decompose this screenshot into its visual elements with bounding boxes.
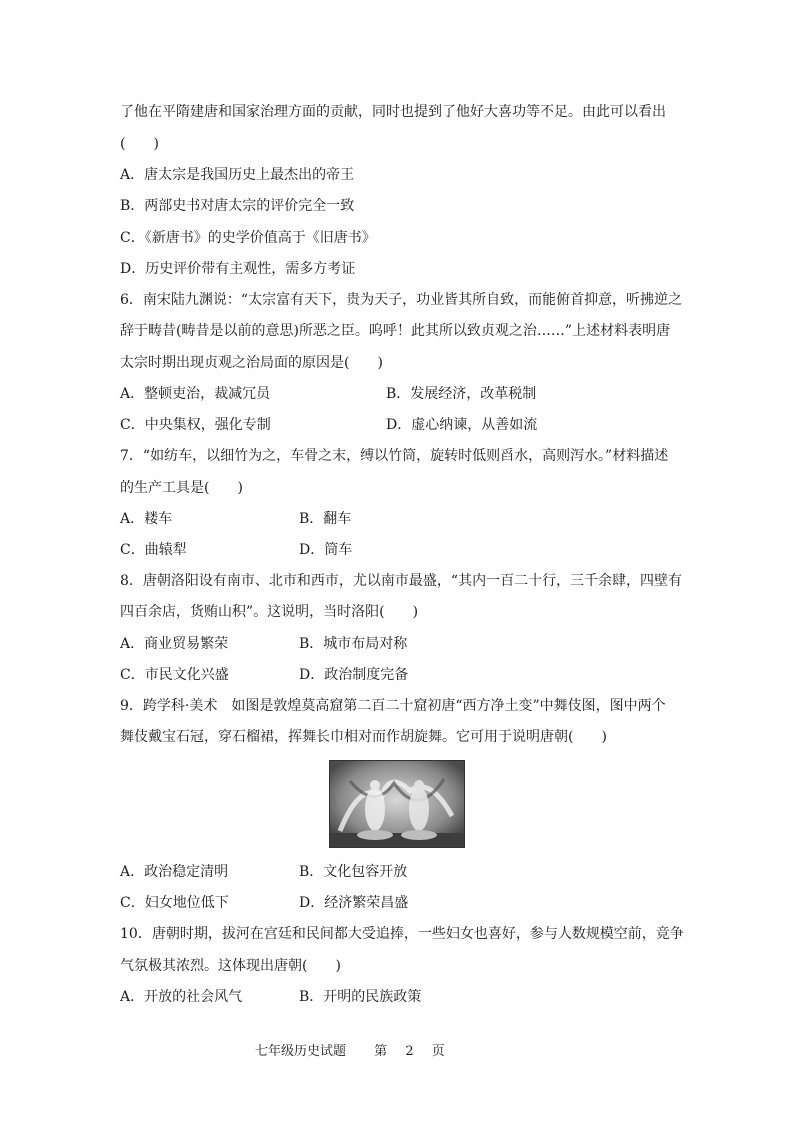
q7-option-a: A．耧车 [120,511,173,527]
q9-option-a: A．政治稳定清明 [120,864,229,880]
footer-ye: 页 [431,1044,445,1059]
page-footer [255,1040,445,1059]
q10-stem-line-1: 10．唐朝时期，拔河在宫廷和民间都大受追捧，一些妇女也喜好，参与人数规模空前，竞争 [120,926,684,942]
q10-option-b: B．开明的民族政策 [299,989,422,1005]
q7-stem-line-2: 的生产工具是( ) [120,480,243,496]
q9-stem-line-1: 9．跨学科·美术 如图是敦煌莫高窟第二百二十窟初唐“西方净土变”中舞伎图，图中两个 [120,698,666,714]
q7-stem-line-1: 7．“如纺车，以细竹为之，车骨之末，缚以竹筒，旋转时低则舀水，高则泻水。”材料描述 [120,448,669,464]
q9-option-b: B．文化包容开放 [299,864,408,880]
footer-di: 第 [374,1044,388,1059]
footer-subject: 七年级历史试题 [255,1044,347,1059]
q8-option-c: C．市民文化兴盛 [120,667,229,683]
footer-page-number: 2 [405,1044,414,1059]
q8-option-a: A．商业贸易繁荣 [120,636,229,652]
q10-option-a: A．开放的社会风气 [120,989,243,1005]
q8-stem-line-2: 四百余店，货贿山积”。这说明，当时洛阳( ) [120,604,419,620]
q7-option-d: D．筒车 [299,542,353,558]
q8-stem-line-1: 8．唐朝洛阳设有南市、北市和西市，尤以南市最盛，“其内一百二十行，三千余肆，四壁有 [120,573,683,589]
q9-option-d: D．经济繁荣昌盛 [299,895,409,911]
q7-option-b: B．翻车 [299,511,352,527]
q5-option-b: B．两部史书对唐太宗的评价完全一致 [120,198,355,214]
q5-stem-line: 了他在平隋建唐和国家治理方面的贡献，同时也提到了他好大喜功等不足。由此可以看出 [120,104,666,120]
dunhuang-dancers-image [329,760,465,848]
q6-option-b: B．发展经济，改革税制 [386,386,537,402]
q9-option-c: C．妇女地位低下 [120,895,229,911]
q9-stem-line-2: 舞伎戴宝石冠，穿石榴裙，挥舞长巾相对而作胡旋舞。它可用于说明唐朝( ) [120,729,607,745]
q10-stem-line-2: 气氛极其浓烈。这体现出唐朝( ) [120,958,341,974]
q7-option-c: C．曲辕犁 [120,542,187,558]
q5-option-c: C．《新唐书》的史学价值高于《旧唐书》 [120,230,376,246]
q6-option-c: C．中央集权，强化专制 [120,417,271,433]
q5-option-d: D．历史评价带有主观性，需多方考证 [120,261,356,277]
q8-option-d: D．政治制度完备 [299,667,409,683]
mural-illustration [330,761,464,847]
q8-option-b: B．城市布局对称 [299,636,408,652]
q6-option-d: D．虚心纳谏，从善如流 [386,417,538,433]
q6-stem-line-2: 辞于畴昔(畴昔是以前的意思)所恶之臣。呜呼！此其所以致贞观之治……”上述材料表明唐 [120,323,671,339]
q6-stem-line-3: 太宗时期出现贞观之治局面的原因是( ) [120,355,383,371]
q6-option-a: A．整顿吏治，裁减冗员 [120,386,271,402]
q5-option-a: A．唐太宗是我国历史上最杰出的帝王 [120,167,355,183]
q6-stem-line-1: 6．南宋陆九渊说：“太宗富有天下，贵为天子，功业皆其所自致，而能俯首抑意，听拂逆之 [120,292,683,308]
q5-answer-paren: ( ) [120,136,159,152]
